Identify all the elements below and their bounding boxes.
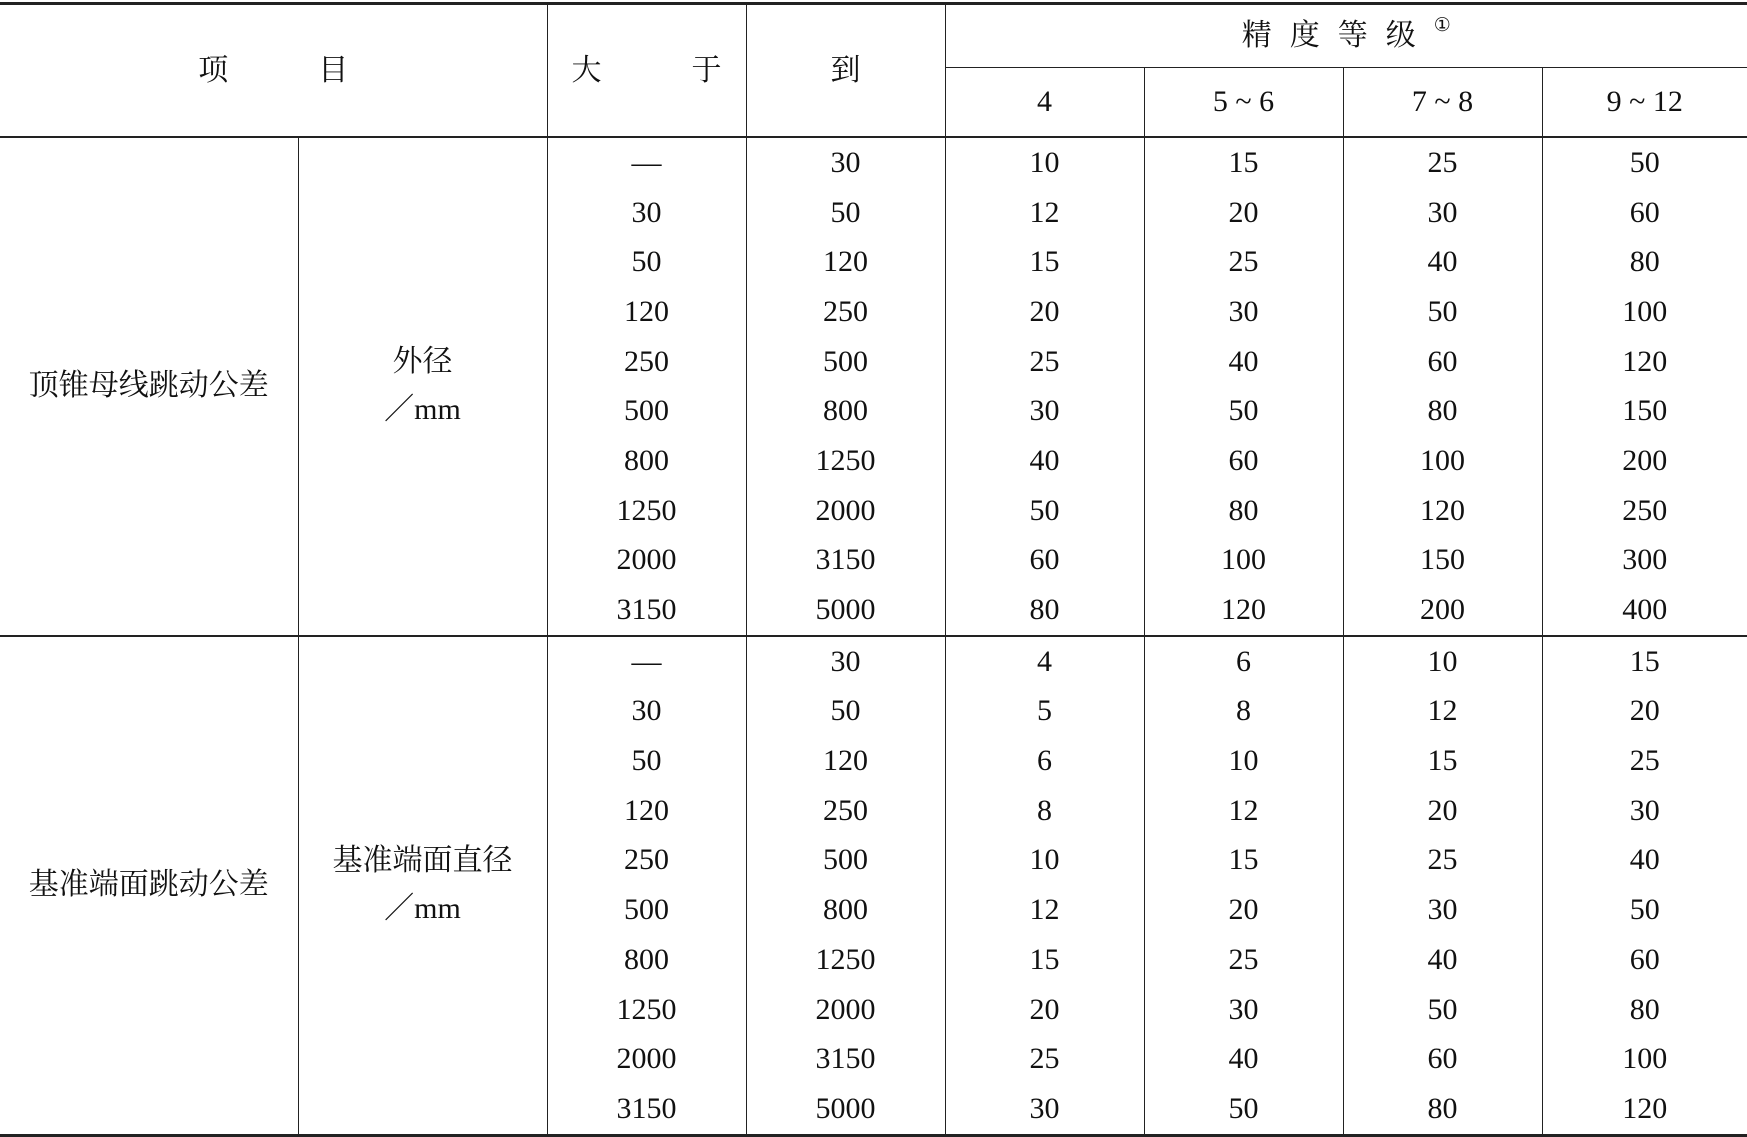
cell-grade-7-8: 80 [1343, 386, 1542, 436]
cell-grade-4: 30 [945, 1084, 1144, 1135]
cell-grade-9-12: 150 [1542, 386, 1747, 436]
cell-grade-4: 25 [945, 1034, 1144, 1084]
cell-up-to: 250 [746, 287, 945, 337]
cell-grade-4: 20 [945, 287, 1144, 337]
cell-up-to: 800 [746, 386, 945, 436]
cell-greater-than: 2000 [547, 536, 746, 586]
cell-grade-4: 6 [945, 736, 1144, 786]
cell-grade-4: 4 [945, 636, 1144, 687]
cell-up-to: 50 [746, 687, 945, 737]
cell-greater-than: 3150 [547, 585, 746, 636]
cell-greater-than: 250 [547, 337, 746, 387]
cell-grade-7-8: 12 [1343, 687, 1542, 737]
cell-greater-than: 800 [547, 436, 746, 486]
cell-grade-7-8: 25 [1343, 137, 1542, 188]
cell-grade-9-12: 60 [1542, 935, 1747, 985]
cell-grade-4: 12 [945, 188, 1144, 238]
cell-grade-7-8: 60 [1343, 1034, 1542, 1084]
cell-grade-9-12: 15 [1542, 636, 1747, 687]
cell-up-to: 30 [746, 137, 945, 188]
cell-grade-9-12: 60 [1542, 188, 1747, 238]
cell-grade-5-6: 12 [1144, 786, 1343, 836]
cell-up-to: 120 [746, 237, 945, 287]
cell-grade-4: 50 [945, 486, 1144, 536]
cell-grade-4: 20 [945, 985, 1144, 1035]
cell-up-to: 50 [746, 188, 945, 238]
cell-grade-5-6: 40 [1144, 1034, 1343, 1084]
cell-grade-7-8: 100 [1343, 436, 1542, 486]
header-up-to: 到 [746, 4, 945, 138]
cell-grade-5-6: 25 [1144, 935, 1343, 985]
header-greater-than: 大 于 [547, 4, 746, 138]
cell-greater-than: 800 [547, 935, 746, 985]
cell-grade-4: 15 [945, 935, 1144, 985]
cell-grade-7-8: 40 [1343, 237, 1542, 287]
cell-grade-7-8: 120 [1343, 486, 1542, 536]
group-sub-label [298, 636, 547, 1135]
cell-greater-than: — [547, 137, 746, 188]
cell-grade-5-6: 30 [1144, 287, 1343, 337]
cell-grade-9-12: 400 [1542, 585, 1747, 636]
cell-grade-7-8: 50 [1343, 985, 1542, 1035]
cell-grade-4: 10 [945, 137, 1144, 188]
cell-grade-4: 40 [945, 436, 1144, 486]
cell-grade-9-12: 100 [1542, 1034, 1747, 1084]
cell-grade-5-6: 120 [1144, 585, 1343, 636]
cell-up-to: 250 [746, 786, 945, 836]
cell-greater-than: 50 [547, 736, 746, 786]
cell-grade-9-12: 25 [1542, 736, 1747, 786]
cell-grade-5-6: 30 [1144, 985, 1343, 1035]
cell-grade-9-12: 80 [1542, 985, 1747, 1035]
header-grade-9-12: 9 ~ 12 [1542, 68, 1747, 138]
cell-grade-9-12: 120 [1542, 337, 1747, 387]
cell-greater-than: 30 [547, 687, 746, 737]
cell-grade-7-8: 150 [1343, 536, 1542, 586]
group-item-label: 基准端面跳动公差 [0, 636, 298, 1135]
cell-up-to: 1250 [746, 935, 945, 985]
cell-grade-7-8: 15 [1343, 736, 1542, 786]
cell-grade-4: 5 [945, 687, 1144, 737]
cell-grade-5-6: 40 [1144, 337, 1343, 387]
cell-greater-than: 120 [547, 786, 746, 836]
cell-grade-9-12: 20 [1542, 687, 1747, 737]
cell-grade-4: 60 [945, 536, 1144, 586]
header-grade-5-6: 5 ~ 6 [1144, 68, 1343, 138]
cell-up-to: 5000 [746, 1084, 945, 1135]
cell-grade-7-8: 50 [1343, 287, 1542, 337]
cell-grade-5-6: 15 [1144, 137, 1343, 188]
cell-grade-5-6: 50 [1144, 386, 1343, 436]
cell-greater-than: 2000 [547, 1034, 746, 1084]
cell-grade-9-12: 300 [1542, 536, 1747, 586]
cell-grade-4: 15 [945, 237, 1144, 287]
cell-grade-4: 80 [945, 585, 1144, 636]
cell-grade-7-8: 25 [1343, 836, 1542, 886]
header-item: 项 目 [0, 4, 547, 138]
cell-up-to: 3150 [746, 536, 945, 586]
cell-grade-9-12: 120 [1542, 1084, 1747, 1135]
cell-grade-5-6: 6 [1144, 636, 1343, 687]
cell-grade-5-6: 25 [1144, 237, 1343, 287]
cell-grade-5-6: 50 [1144, 1084, 1343, 1135]
cell-grade-4: 8 [945, 786, 1144, 836]
cell-grade-9-12: 250 [1542, 486, 1747, 536]
cell-greater-than: 120 [547, 287, 746, 337]
cell-greater-than: 1250 [547, 486, 746, 536]
group-sub-unit: ／mm [384, 892, 461, 926]
cell-grade-5-6: 10 [1144, 736, 1343, 786]
cell-grade-7-8: 20 [1343, 786, 1542, 836]
cell-greater-than: 50 [547, 237, 746, 287]
cell-greater-than: 500 [547, 885, 746, 935]
cell-up-to: 500 [746, 337, 945, 387]
cell-up-to: 2000 [746, 486, 945, 536]
cell-up-to: 120 [746, 736, 945, 786]
grade-footnote-mark: ① [1433, 15, 1451, 36]
cell-grade-9-12: 50 [1542, 885, 1747, 935]
cell-grade-9-12: 30 [1542, 786, 1747, 836]
table-row [0, 137, 1747, 188]
cell-up-to: 5000 [746, 585, 945, 636]
cell-grade-5-6: 8 [1144, 687, 1343, 737]
cell-grade-5-6: 100 [1144, 536, 1343, 586]
cell-up-to: 3150 [746, 1034, 945, 1084]
cell-grade-4: 12 [945, 885, 1144, 935]
cell-grade-9-12: 200 [1542, 436, 1747, 486]
cell-grade-5-6: 20 [1144, 885, 1343, 935]
cell-grade-5-6: 15 [1144, 836, 1343, 886]
tolerance-table [0, 2, 1747, 1137]
cell-up-to: 1250 [746, 436, 945, 486]
cell-grade-9-12: 50 [1542, 137, 1747, 188]
cell-grade-5-6: 20 [1144, 188, 1343, 238]
cell-grade-7-8: 30 [1343, 188, 1542, 238]
group-sub-label-text: 基准端面直径 [332, 844, 513, 878]
cell-grade-4: 25 [945, 337, 1144, 387]
cell-grade-7-8: 200 [1343, 585, 1542, 636]
cell-grade-4: 10 [945, 836, 1144, 886]
cell-grade-4: 30 [945, 386, 1144, 436]
cell-greater-than: 1250 [547, 985, 746, 1035]
cell-grade-9-12: 40 [1542, 836, 1747, 886]
cell-grade-7-8: 60 [1343, 337, 1542, 387]
cell-greater-than: 30 [547, 188, 746, 238]
group-sub-unit: ／mm [384, 393, 461, 427]
cell-grade-9-12: 100 [1542, 287, 1747, 337]
cell-up-to: 30 [746, 636, 945, 687]
cell-grade-5-6: 80 [1144, 486, 1343, 536]
group-sub-label-text: 外径 [392, 345, 453, 379]
cell-grade-7-8: 30 [1343, 885, 1542, 935]
cell-greater-than: — [547, 636, 746, 687]
header-grade: 精度等级① [945, 4, 1747, 68]
group-sub-label [298, 137, 547, 636]
cell-greater-than: 3150 [547, 1084, 746, 1135]
cell-greater-than: 250 [547, 836, 746, 886]
cell-grade-9-12: 80 [1542, 237, 1747, 287]
cell-grade-7-8: 80 [1343, 1084, 1542, 1135]
cell-grade-7-8: 40 [1343, 935, 1542, 985]
group-item-label: 顶锥母线跳动公差 [0, 137, 298, 636]
header-grade-4: 4 [945, 68, 1144, 138]
cell-up-to: 800 [746, 885, 945, 935]
cell-up-to: 2000 [746, 985, 945, 1035]
cell-greater-than: 500 [547, 386, 746, 436]
table-row [0, 636, 1747, 687]
header-grade-7-8: 7 ~ 8 [1343, 68, 1542, 138]
cell-grade-5-6: 60 [1144, 436, 1343, 486]
cell-up-to: 500 [746, 836, 945, 886]
cell-grade-7-8: 10 [1343, 636, 1542, 687]
